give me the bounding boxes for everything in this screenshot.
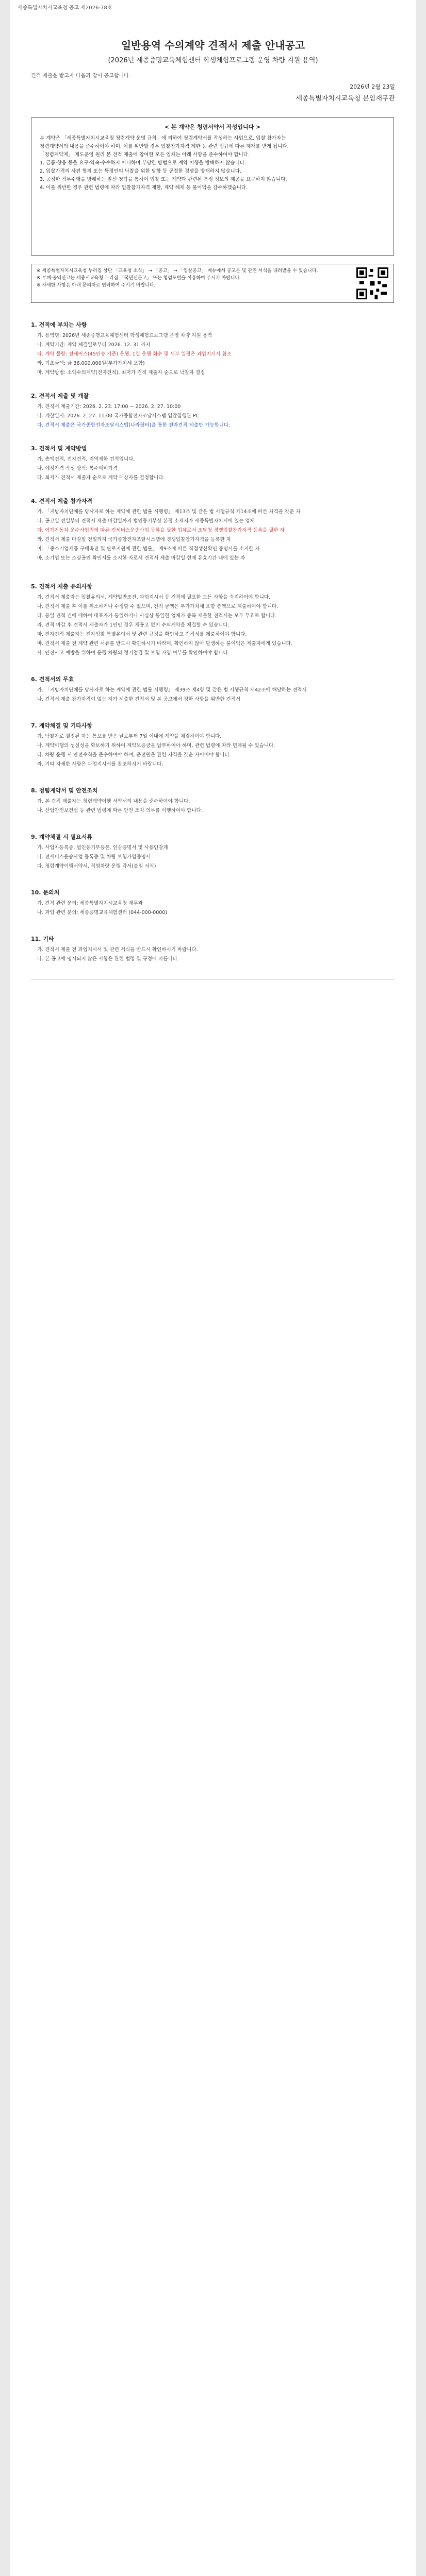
section-line: 나. 견적서 제출 참가자격이 없는 자가 제출한 견적서 및 본 공고에서 정한 사항을 위반한 견적서 [37,697,241,702]
announcement-number: 세종특별자치시교육청 공고 제2026-78호 [18,5,112,11]
section-heading: 11. 기타 [31,936,54,942]
section-line: 다. 청렴계약이행서약서, 직영차량 운행 각서(붙임 서식) [37,863,156,869]
section-line: 나. 공고일 전일부터 견적서 제출 마감일까지 법인등기부상 본점 소재지가 세종특별자치시에 있는 업체 [37,518,255,524]
section-line: 나. 계약기간: 계약 체결일로부터 2026. 12. 31.까지 [37,342,151,348]
section-line: 마. 「중소기업제품 구매촉진 및 판로지원에 관한 법률」 제9조에 따른 직접생산확인 증명서를 소지한 자 [37,546,260,552]
section-line: 마. 전자견적 제출자는 전자입찰 특별유의서 및 관련 규정을 확인하고 견적서를 제출하여야 합니다. [37,632,247,637]
section-line: 다. 차량 운행 시 안전수칙을 준수하여야 하며, 운전원은 관련 자격을 갖춘 자이어야 합니다. [37,752,231,758]
section-line: 다. 동일 견적 건에 대하여 대표자가 동일하거나 사실상 동일한 업체가 중복 제출한 견적서는 모두 무효로 합니다. [37,613,277,619]
section-line: 가. 본 견적 제출자는 청렴계약이행 서약서의 내용을 준수하여야 합니다. [37,799,190,804]
section-line: 라. 견적 마감 후 견적서 제출자가 1인인 경우 재공고 없이 수의계약을 체결할 수 있습니다. [37,622,230,628]
document-page [10,0,416,2576]
section-line: 나. 전세버스운송사업 등록증 및 차량 보험가입증명서 [37,854,151,860]
notice-line: 「청렴계약제」 제도운영 원리 본 견적 제출에 참여한 모든 업체는 아래 사항을 준수하여야 합니다. [40,152,250,158]
section-heading: 6. 견적서의 무효 [31,676,74,683]
section-line: 가. 「지방자치단체를 당사자로 하는 계약에 관한 법률 시행령」 제39조 제4항 및 같은 법 시행규칙 제42조에 해당하는 견적서 [37,687,307,693]
section-line: 나. 계약이행의 성실성을 확보하기 위하여 계약보증금을 납부하여야 하며, 관련 법령에 따라 면제될 수 있습니다. [37,743,275,749]
section-line: 다. 최저가 견적서 제출자 순으로 계약 대상자를 결정합니다. [37,475,165,481]
section-line: 가. 「지방자치단체를 당사자로 하는 계약에 관한 법률 시행령」 제13조 및 같은 법 시행규칙 제14조에 따른 자격을 갖춘 자 [37,509,301,515]
section-line: 가. 견적서 제출기간: 2026. 2. 23. 17:00 ~ 2026. 2. 27. 10:00 [37,404,181,410]
page-subtitle: (2026년 세종증명교육체험센터 학생체험프로그램 운영 차량 지원 용역) [108,57,318,64]
section-line: 가. 용역명: 2026년 세종증명교육체험센터 학생체험프로그램 운영 차량 지원 용역 [37,333,212,338]
section-heading: 1. 견적에 부치는 사항 [31,321,87,328]
section-line: 나. 견적서 제출 후 이를 취소하거나 수정할 수 없으며, 견적 금액은 부가가치세 포함 총액으로 제출하여야 합니다. [37,604,278,609]
qr-code-icon [356,267,388,299]
section-line: 라. 기타 자세한 사항은 과업지시서를 참조하시기 바랍니다. [37,761,163,767]
section-line: 다. 견적서 제출은 국가종합전자조달시스템(나라장터)을 통한 전자견적 제출만 가능합니다. [37,422,231,428]
section-line: 나. 예정가격 작성 방식: 복수예비가격 [37,466,118,471]
section-line: 가. 낙찰자로 결정된 자는 통보를 받은 날로부터 7일 이내에 계약을 체결하여야 합니다. [37,734,222,739]
section-heading: 5. 견적서 제출 유의사항 [31,583,92,590]
notice-line: 1. 금품·향응 등을 요구·약속·수수하지 아니하며 부당한 방법으로 계약 이행을 방해하지 않습니다. [40,160,247,166]
section-line: 나. 과업 관련 문의: 세종증명교육체험센터 (044-000-0000) [37,910,168,916]
section-heading: 9. 계약체결 시 필요서류 [31,834,92,840]
issuing-organization: 세종특별자치시교육청 분임재무관 [296,95,395,103]
section-line: 가. 견적서 제출 전 과업지시서 및 관련 서식을 반드시 확인하시기 바랍니다. [37,947,198,953]
section-line: 가. 견적 관련 문의: 세종특별자치시교육청 재무과 [37,901,143,906]
section-line: 다. 계약 물량: 전세버스(45인승 기준) 운행, 1일 운행 회수 및 세부 일정은 과업지시서 참조 [37,351,232,357]
section-line: 바. 소기업 또는 소상공인 확인서를 소지한 자로서 견적서 제출 마감일 현재 유효기간 내에 있는 자 [37,555,245,561]
page-title: 일반용역 수의계약 견적서 제출 안내공고 [121,39,305,52]
section-line: 다. 여객자동차 운수사업법에 따른 전세버스운송사업 등록을 필한 업체로서 조달청 경쟁입찰참가자격 등록을 필한 자 [37,528,285,533]
section-line: 가. 총액견적, 전자견적, 지역제한 견적입니다. [37,456,135,462]
section-heading: 8. 청렴계약서 및 안전조치 [31,787,98,794]
section-line: 나. 본 공고에 명시되지 않은 사항은 관련 법령 및 규정에 따릅니다. [37,956,179,962]
section-heading: 4. 견적서 제출 참가자격 [31,498,92,504]
section-line: 가. 견적서 제출자는 입찰유의서, 계약일반조건, 과업지시서 등 견적에 필요한 모든 사항을 숙지하여야 합니다. [37,595,271,600]
section-line: 라. 견적서 제출 마감일 전일까지 국가종합전자조달시스템에 경쟁입찰참가자격을 등록한 자 [37,537,231,543]
integrity-notice-box [31,117,394,256]
section-heading: 10. 문의처 [31,889,60,896]
section-line: 가. 사업자등록증, 법인등기부등본, 인감증명서 및 사용인감계 [37,845,168,851]
notice-line: 청렴계약서의 내용을 준수하여야 하며, 이를 위반할 경우 입찰참가자격 제한 등 관련 법규에 따른 제재를 받게 됩니다. [40,144,289,149]
section-line: 마. 계약방법: 소액수의계약(전자견적), 최저가 견적 제출자 순으로 낙찰자 결정 [37,370,205,376]
notice-heading: < 본 계약은 청렴서약서 작성입니다 > [164,124,261,130]
section-heading: 3. 견적서 및 계약방법 [31,445,87,452]
section-line: 라. 기초금액: 금 36,000,000원(부가가치세 포함) [37,361,145,366]
section-line: 나. 개찰일시: 2026. 2. 27. 11:00 국가종합전자조달시스템 입찰집행관 PC [37,413,200,419]
info-line: ※ 자세한 사항은 아래 문의처로 연락하여 주시기 바랍니다. [37,283,156,288]
section-heading: 2. 견적서 제출 및 개찰 [31,393,89,399]
info-line: ※ 세종특별자치시교육청 누리집 상단 「교육청 소식」 → 「공고」 → 「입찰공고」 메뉴에서 공고문 및 관련 서식을 내려받을 수 있습니다. [37,268,318,274]
notice-line: 본 계약은 「세종특별자치시교육청 청렴계약 운영 규칙」에 의하여 청렴계약서를 작성하는 사업으로, 입찰 참가자는 [40,135,286,141]
section-line: 나. 산업안전보건법 등 관련 법령에 따른 안전 조치 의무를 이행하여야 합니다. [37,808,203,814]
info-line: ※ 부패·공익신고는 세종시교육청 누리집 「국민신문고」 또는 청렴포털을 이용하여 주시기 바랍니다. [37,276,241,281]
notice-line: 3. 공정한 직무수행을 방해하는 알선·청탁을 통하여 입찰 또는 계약과 관련된 특정 정보의 제공을 요구하지 않습니다. [40,177,287,182]
notice-line: 4. 이를 위반한 경우 관련 법령에 따라 입찰참가자격 제한, 계약 해제 등 불이익을 감수하겠습니다. [40,185,248,191]
notice-line: 2. 입찰가격의 사전 협의 또는 특정인의 낙찰을 위한 담합 등 공정한 경쟁을 방해하지 않습니다. [40,168,241,174]
announcement-date: 2026년 2월 23일 [350,83,395,90]
section-line: 사. 안전사고 예방을 위하여 운행 차량의 정기점검 및 보험 가입 여부를 확인하여야 합니다. [37,650,230,656]
info-box [31,264,394,303]
section-line: 바. 견적서 제출 전 계약 관련 서류를 반드시 확인하시기 바라며, 확인하지 않아 발생하는 불이익은 제출자에게 있습니다. [37,641,292,647]
lead-text: 견적 제출을 받고자 다음과 같이 공고합니다. [31,73,130,79]
section-heading: 7. 계약체결 및 기타사항 [31,722,92,729]
